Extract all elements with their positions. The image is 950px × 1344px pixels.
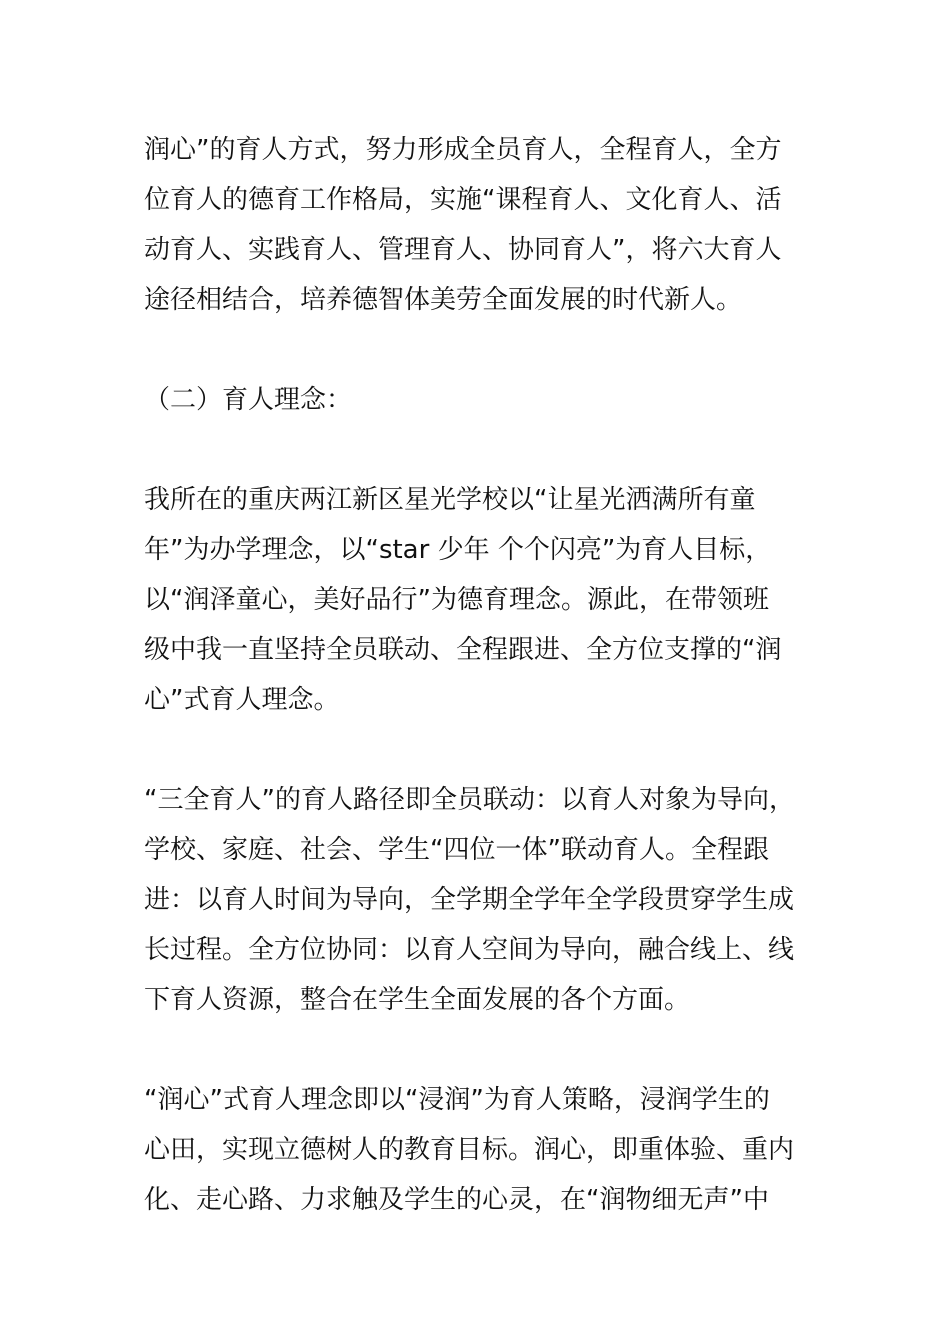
- paragraph-three-all-education-path: [144, 775, 816, 1025]
- paragraph-school-philosophy: [144, 475, 816, 725]
- text-line: 年”为办学理念，以“star 少年 个个闪亮”为育人目标，: [144, 535, 772, 565]
- text-line: 润心”的育人方式，努力形成全员育人，全程育人，全方: [144, 135, 782, 165]
- text-line: 以“润泽童心，美好品行”为德育理念。源此，在带领班: [144, 585, 769, 615]
- text-line: 下育人资源，整合在学生全面发展的各个方面。: [144, 985, 691, 1015]
- text-line: “三全育人”的育人路径即全员联动：以育人对象为导向，: [144, 785, 795, 815]
- text-line: “润心”式育人理念即以“浸润”为育人策略，浸润学生的: [144, 1085, 770, 1115]
- text-line: 级中我一直坚持全员联动、全程跟进、全方位支撑的“润: [144, 635, 782, 665]
- text-line: 我所在的重庆两江新区星光学校以“让星光洒满所有童: [144, 485, 756, 515]
- paragraph-nourishing-heart-philosophy: [144, 1075, 816, 1225]
- section-heading-education-philosophy: [144, 375, 816, 425]
- text-line: 长过程。全方位协同：以育人空间为导向，融合线上、线: [144, 935, 795, 965]
- text-line: 进：以育人时间为导向，全学期全学年全学段贯穿学生成: [144, 885, 795, 915]
- paragraph-moral-education-pattern: [144, 125, 816, 325]
- section-heading: （二）育人理念：: [144, 385, 353, 415]
- text-line: 学校、家庭、社会、学生“四位一体”联动育人。全程跟: [144, 835, 769, 865]
- text-line: 位育人的德育工作格局，实施“课程育人、文化育人、活: [144, 185, 782, 215]
- text-line: 心田，实现立德树人的教育目标。润心，即重体验、重内: [144, 1135, 795, 1165]
- text-line: 心”式育人理念。: [144, 685, 340, 715]
- text-line: 途径相结合，培养德智体美劳全面发展的时代新人。: [144, 285, 743, 315]
- text-line: 动育人、实践育人、管理育人、协同育人”，将六大育人: [144, 235, 782, 265]
- text-line: 化、走心路、力求触及学生的心灵，在“润物细无声”中: [144, 1185, 769, 1215]
